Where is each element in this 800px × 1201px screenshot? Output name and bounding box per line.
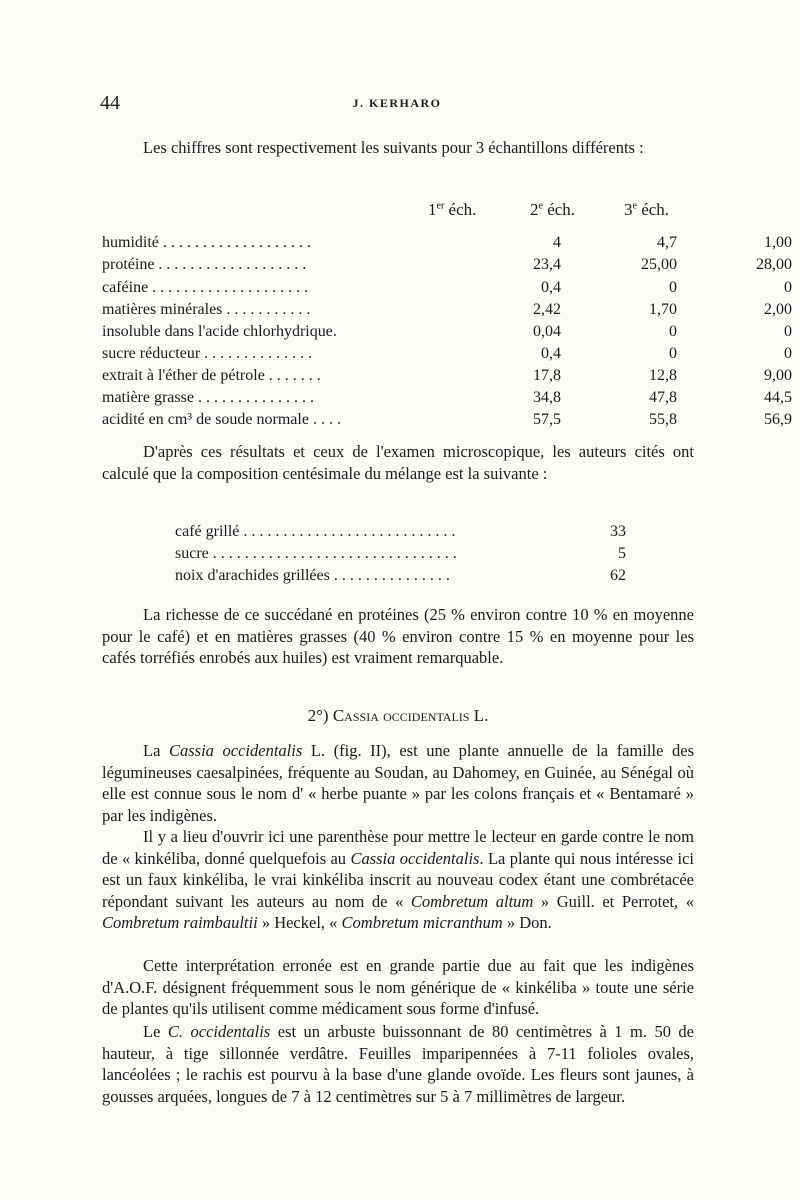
value-sample-1: 4 [553,234,561,251]
value-sample-2: 0 [669,323,677,340]
ingredient-value: 62 [610,567,626,584]
row-label: acidité en cm³ de soude normale . . . . [102,411,341,428]
value-sample-1: 0,4 [541,279,561,296]
ingredient-label: noix d'arachides grillées . . . . . . . . . . . . . . . [175,567,450,584]
table-row [102,323,792,344]
description-paragraph: La Cassia occidentalis L. (fig. II), est une plante annuelle de la famille des légumineuses caesalpinées, fréquente au Soudan, au Dahomey, en Guinée, au Sénégal où elle est connue sous le nom d' « herbe puante » par les colons français et « Bentamaré » par les indigènes. [102,741,694,825]
table-row [102,279,792,300]
value-sample-2: 4,7 [657,234,677,251]
list-item [175,523,626,544]
section-heading: 2°) Cassia occidentalis L. [307,706,489,725]
value-sample-3: 0 [784,345,792,362]
value-sample-1: 34,8 [533,389,561,406]
column-header-1: 1er éch. [428,200,477,219]
ingredient-label: sucre . . . . . . . . . . . . . . . . . . . . . . . . . . . . . . . [175,545,457,562]
value-sample-2: 0 [669,345,677,362]
table-row [102,411,792,432]
kinkeliba-paragraph: Il y a lieu d'ouvrir ici une parenthèse pour mettre le lecteur en garde contre le nom de « kinkéliba, donné quelquefois au Cassia occidentalis. La plante qui nous intéresse ici est un faux kinkéliba, le vrai kinkéliba inscrit au nouveau codex étant une combrétacée répondant suivant les auteurs au nom de « Combretum altum » Guill. et Perrotet, « Combretum raimbaultii » Heckel, « Combretum micranthum » Don. [102,827,695,932]
results-paragraph: D'après ces résultats et ceux de l'examen microscopique, les auteurs cités ont calculé que la composition centésimale du mélange est la suivante : [102,442,694,483]
list-item [175,545,626,566]
column-header-2: 2e éch. [530,200,576,219]
table-row [102,389,792,410]
table-row [102,367,792,388]
table-row [102,256,792,277]
value-sample-3: 44,5 [764,389,792,406]
value-sample-3: 0 [784,279,792,296]
value-sample-2: 55,8 [649,411,677,428]
row-label: extrait à l'éther de pétrole . . . . . . . [102,367,321,384]
value-sample-3: 56,9 [764,411,792,428]
value-sample-3: 1,00 [764,234,792,251]
running-header [100,92,694,116]
ingredient-label: café grillé . . . . . . . . . . . . . . . . . . . . . . . . . . . [175,523,456,540]
row-label: matière grasse . . . . . . . . . . . . . . . [102,389,314,406]
column-header-3: 3e éch. [624,200,670,219]
protein-paragraph: La richesse de ce succédané en protéines (25 % environ contre 10 % en moyenne pour le café) et en matières grasses (40 % environ contre 15 % en moyenne pour les cafés torréfiés enrobés aux huiles) est vraiment remarquable. [102,605,694,667]
interpretation-paragraph: Cette interprétation erronée est en grande partie due au fait que les indigènes d'A.O.F. désignent fréquemment sous le nom générique de « kinkéliba » toute une série de plantes qu'ils utilisent comme médicament sous forme d'infusé. [102,956,694,1018]
value-sample-2: 1,70 [649,301,677,318]
table-row [102,301,792,322]
row-label: protéine . . . . . . . . . . . . . . . . . . . [102,256,307,273]
list-item [175,567,626,588]
value-sample-2: 0 [669,279,677,296]
ingredient-value: 5 [618,545,626,562]
row-label: matières minérales . . . . . . . . . . . [102,301,311,318]
value-sample-3: 0 [784,323,792,340]
running-author: J. KERHARO [352,96,442,110]
value-sample-1: 0,04 [533,323,561,340]
row-label: insoluble dans l'acide chlorhydrique. [102,323,337,340]
row-label: sucre réducteur . . . . . . . . . . . . . . [102,345,313,362]
value-sample-2: 47,8 [649,389,677,406]
page-number: 44 [100,92,120,114]
table-row [102,345,792,366]
value-sample-3: 28,00 [756,256,792,273]
ingredient-value: 33 [610,523,626,540]
value-sample-3: 9,00 [764,367,792,384]
value-sample-1: 0,4 [541,345,561,362]
table-row [102,234,792,255]
value-sample-2: 25,00 [641,256,677,273]
row-label: caféine . . . . . . . . . . . . . . . . . . . . [102,279,309,296]
value-sample-1: 2,42 [533,301,561,318]
value-sample-2: 12,8 [649,367,677,384]
row-label: humidité . . . . . . . . . . . . . . . . . . . [102,234,311,251]
value-sample-1: 23,4 [533,256,561,273]
botanical-paragraph: Le C. occidentalis est un arbuste buissonnant de 80 centimètres à 1 m. 50 de hauteur, à tige sillonnée verdâtre. Feuilles imparipennées à 7-11 folioles ovales, lancéolées ; le rachis est pourvu à la base d'une glande ovoïde. Les fleurs sont jaunes, à gousses arquées, longues de 7 à 12 centimètres sur 5 à 7 millimètres de largeur. [102,1022,695,1106]
intro-paragraph: Les chiffres sont respectivement les suivants pour 3 échantillons différents : [143,138,644,157]
value-sample-3: 2,00 [764,301,792,318]
value-sample-1: 57,5 [533,411,561,428]
value-sample-1: 17,8 [533,367,561,384]
